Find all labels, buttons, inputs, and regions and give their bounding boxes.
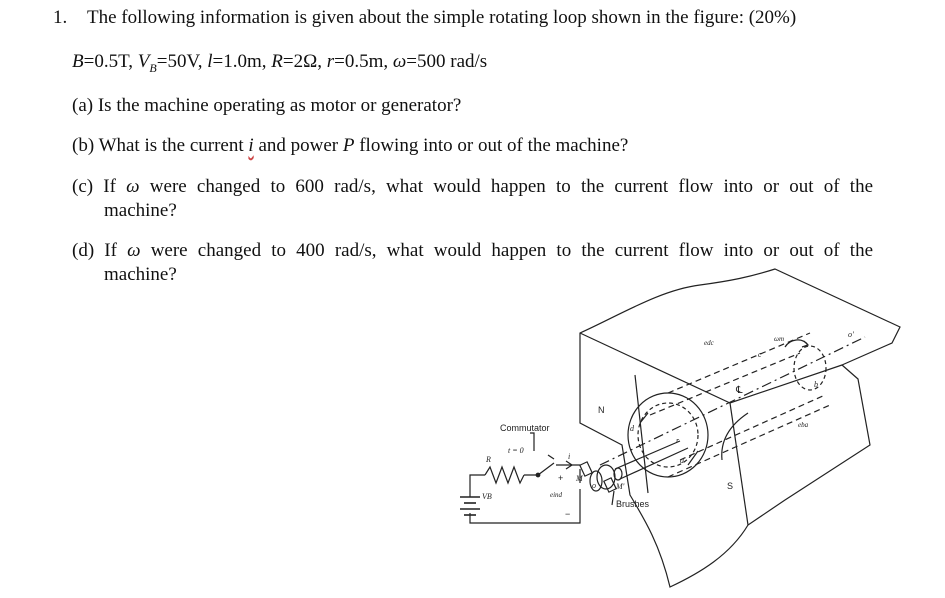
- label-o: o: [592, 481, 596, 490]
- label-a: a: [680, 456, 684, 465]
- label-brushes: Brushes: [616, 499, 650, 509]
- part-b-label: (b): [72, 135, 95, 156]
- part-c-line1: (c) If ω were changed to 600 rad/s, what would happen to the current flow into or out of the: [72, 176, 873, 197]
- switch-pivot: [536, 473, 540, 477]
- label-e-dc: edc: [704, 339, 714, 347]
- label-south: S: [727, 481, 734, 491]
- brushes-leader: [612, 491, 614, 505]
- switch-arrow: [548, 455, 554, 459]
- part-a-text: Is the machine operating as motor or generator?: [97, 95, 462, 116]
- commutator-leader: [530, 433, 534, 451]
- part-a-label: (a): [72, 95, 94, 116]
- label-d: d: [630, 424, 634, 433]
- pole-face-left: [635, 375, 648, 493]
- label-omega-m: ωm: [774, 335, 784, 343]
- rotor-top-edge: [668, 333, 810, 393]
- part-d-line2: machine?: [104, 264, 177, 285]
- rotation-axis: [600, 337, 865, 465]
- part-d-line1: (d) If ω were changed to 400 rad/s, what would happen to the current flow into or out of the: [72, 240, 873, 261]
- resistor-zigzag: [485, 467, 524, 483]
- rotating-loop-figure: [430, 255, 930, 593]
- label-commutator: Commutator: [500, 423, 550, 433]
- magnet-front-edge: [730, 403, 748, 525]
- label-brush-m: M: [576, 474, 583, 483]
- part-c: [72, 176, 873, 198]
- question-number: 1.: [53, 7, 68, 28]
- label-plus: +: [558, 473, 564, 483]
- label-r: r: [676, 436, 680, 445]
- label-b: b: [814, 380, 818, 389]
- part-b: (b) What is the current i and power P flowing into or out of the machine?: [72, 135, 629, 156]
- loop-top-side: [650, 353, 800, 415]
- part-c-line2: machine?: [104, 200, 177, 221]
- label-resistor: R: [486, 455, 491, 464]
- rotor-rear: [794, 346, 826, 390]
- label-brush-m-prime: M': [616, 482, 625, 491]
- question-text: The following information is given about the simple rotating loop shown in the figure: (20%): [87, 7, 797, 28]
- part-a: [72, 95, 461, 117]
- label-north: N: [598, 405, 605, 415]
- label-c: c: [758, 350, 762, 359]
- label-minus: −: [565, 509, 571, 519]
- givens-line: B=0.5T, $V_B=50V$, l=1.0m, R=2Ω, r=0.5m, ω=500 rad/s: [72, 51, 488, 75]
- label-eind: eind: [550, 491, 563, 499]
- label-e-ba: eba: [798, 421, 809, 429]
- label-t-zero: t = 0: [508, 446, 524, 455]
- rotor-bottom-edge: [668, 405, 830, 477]
- label-centerline: ℄: [736, 385, 743, 396]
- label-o-prime: o': [848, 330, 854, 339]
- label-battery: VB: [482, 492, 492, 501]
- label-current: i: [568, 452, 571, 461]
